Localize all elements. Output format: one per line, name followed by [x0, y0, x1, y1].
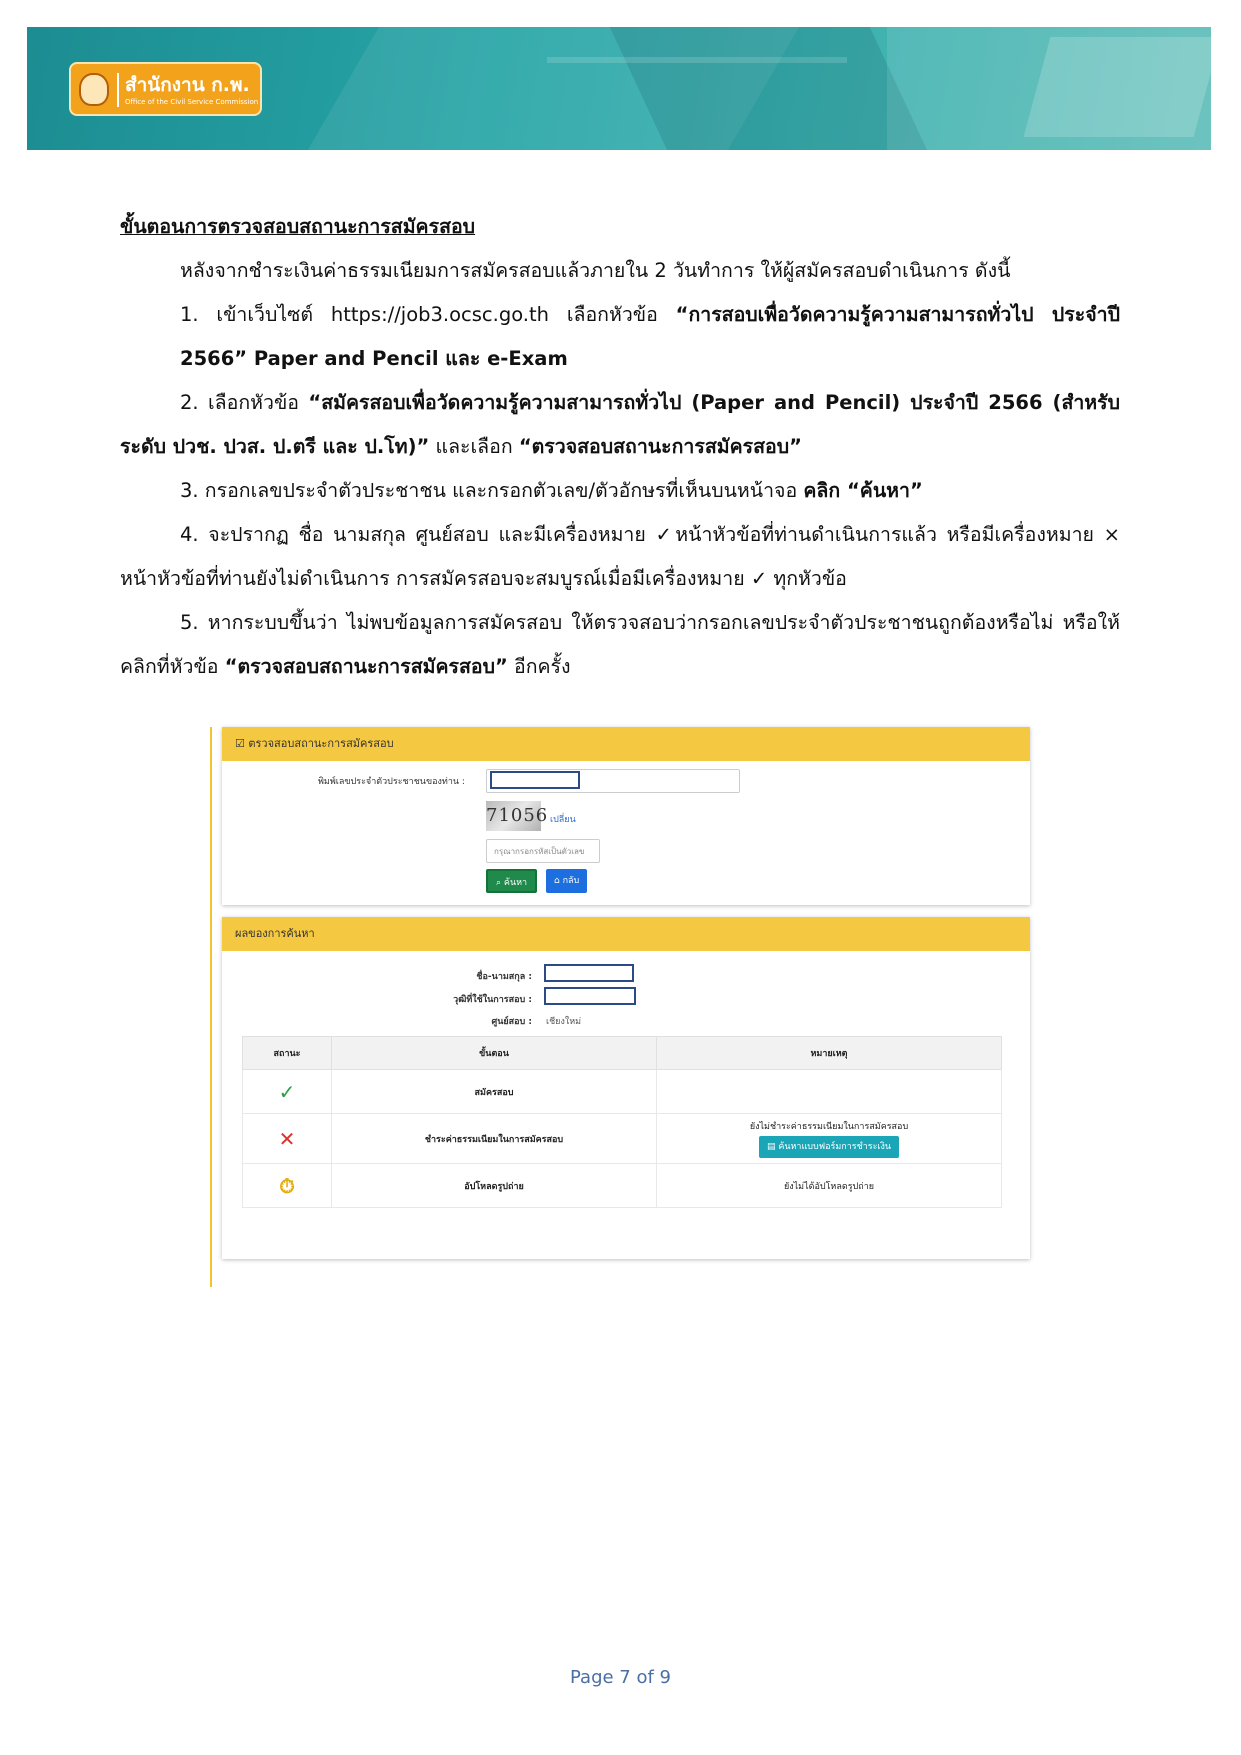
banner-decoration [547, 57, 847, 63]
redacted-id [490, 771, 580, 789]
find-payment-form-button[interactable] [759, 1136, 899, 1158]
search-card-header [222, 727, 1030, 761]
table-row [243, 1164, 1002, 1208]
id-label: พิมพ์เลขประจำตัวประชาชนของท่าน : [318, 777, 465, 787]
step-2-text: 2. เลือกหัวข้อ [180, 391, 309, 414]
search-card [222, 727, 1030, 905]
step-2-mid: และเลือก [429, 435, 519, 458]
step-1 [120, 293, 1120, 381]
intro-paragraph: หลังจากชำระเงินค่าธรรมเนียมการสมัครสอบแล้วภายใน 2 วันทำการ ให้ผู้สมัครสอบดำเนินการ ดังนี้ [180, 259, 1011, 282]
table-header-row [243, 1037, 1002, 1070]
check-icon: ✓ [278, 1079, 296, 1104]
cross-icon: ✕ [278, 1126, 296, 1151]
step-3-bold: คลิก “ค้นหา” [803, 479, 923, 502]
step-3 [120, 469, 1120, 513]
step-5 [120, 601, 1120, 689]
search-icon: ⌕ [496, 878, 502, 888]
note-cell [657, 1114, 1002, 1164]
table-row [243, 1070, 1002, 1114]
center-label: ศูนย์สอบ : [491, 1017, 532, 1027]
back-button-label: กลับ [562, 876, 580, 886]
result-card-title: ผลของการค้นหา [235, 927, 315, 940]
result-card-header [222, 917, 1030, 951]
status-check-screenshot [210, 727, 1030, 1287]
timer-icon: ⏱ [279, 1173, 295, 1198]
screenshot-left-border [210, 727, 212, 1287]
redacted-name [544, 964, 634, 982]
step-1-bold: “การสอบเพื่อวัดความรู้ความสามารถทั่วไป ประจำปี 2566” Paper and Pencil และ e-Exam [180, 303, 1120, 370]
status-table [242, 1036, 1002, 1208]
redacted-degree [544, 987, 636, 1005]
search-button-label: ค้นหา [503, 878, 528, 888]
status-cell [243, 1164, 332, 1208]
ocsc-logo [69, 62, 262, 116]
result-card [222, 917, 1030, 1259]
step-1-text: 1. เข้าเว็บไซต์ https://job3.ocsc.go.th เลือกหัวข้อ [180, 303, 676, 326]
center-value: เชียงใหม่ [546, 1017, 582, 1027]
document-icon: ▤ [766, 1142, 776, 1152]
search-button[interactable] [486, 869, 537, 893]
note-cell [657, 1070, 1002, 1114]
step-2-bold: “สมัครสอบเพื่อวัดความรู้ความสามารถทั่วไป (Paper and Pencil) ประจำปี 2566 (สำหรับระดับ ปวช. ปวส. ป.ตรี และ ป.โท)” [120, 391, 1120, 458]
degree-label: วุฒิที่ใช้ในการสอบ : [453, 995, 532, 1005]
step-cell: อัปโหลดรูปถ่าย [332, 1164, 657, 1208]
page-number: Page 7 of 9 [570, 1667, 671, 1688]
back-button[interactable] [546, 869, 587, 893]
step-2 [120, 381, 1120, 469]
find-payment-form-label: ค้นหาแบบฟอร์มการชำระเงิน [778, 1142, 892, 1152]
status-cell [243, 1070, 332, 1114]
home-icon: ⌂ [554, 876, 560, 886]
col-status: สถานะ [243, 1037, 332, 1070]
header-banner [27, 27, 1211, 150]
table-row [243, 1114, 1002, 1164]
step-5-suffix: อีกครั้ง [507, 655, 571, 678]
checklist-icon: ☑ [235, 737, 245, 750]
logo-subtitle: Office of the Civil Service Commission [125, 98, 259, 106]
step-cell: สมัครสอบ [332, 1070, 657, 1114]
captcha-image: 71056 [486, 801, 541, 831]
col-note: หมายเหตุ [657, 1037, 1002, 1070]
step-5-text: 5. หากระบบขึ้นว่า ไม่พบข้อมูลการสมัครสอบ ให้ตรวจสอบว่ากรอกเลขประจำตัวประชาชนถูกต้องหรือไม่ หรือให้คลิกที่หัวข้อ [120, 611, 1120, 678]
logo-name: สำนักงาน ก.พ. [125, 74, 250, 96]
emblem-icon [79, 73, 109, 106]
step-2-bold-2: “ตรวจสอบสถานะการสมัครสอบ” [518, 435, 802, 458]
change-captcha-link[interactable]: เปลี่ยน [550, 815, 576, 825]
search-card-title: ตรวจสอบสถานะการสมัครสอบ [248, 737, 394, 750]
logo-divider [117, 73, 119, 107]
note-text: ยังไม่ชำระค่าธรรมเนียมในการสมัครสอบ [749, 1122, 909, 1132]
section-heading: ขั้นตอนการตรวจสอบสถานะการสมัครสอบ [120, 215, 476, 238]
name-label: ชื่อ-นามสกุล : [476, 972, 532, 982]
captcha-placeholder: กรุณากรอกรหัสเป็นตัวเลข [494, 847, 585, 856]
note-cell: ยังไม่ได้อัปโหลดรูปถ่าย [657, 1164, 1002, 1208]
step-5-bold: “ตรวจสอบสถานะการสมัครสอบ” [224, 655, 508, 678]
step-cell: ชำระค่าธรรมเนียมในการสมัครสอบ [332, 1114, 657, 1164]
col-step: ขั้นตอน [332, 1037, 657, 1070]
step-3-text: 3. กรอกเลขประจำตัวประชาชน และกรอกตัวเลข/ตัวอักษรที่เห็นบนหน้าจอ [180, 479, 804, 502]
captcha-input[interactable] [486, 839, 600, 863]
banner-decoration [1024, 37, 1211, 137]
status-cell [243, 1114, 332, 1164]
document-body [120, 205, 1120, 689]
step-4: 4. จะปรากฏ ชื่อ นามสกุล ศูนย์สอบ และมีเครื่องหมาย ✓หน้าหัวข้อที่ท่านดำเนินการแล้ว หรือมีเครื่องหมาย × หน้าหัวข้อที่ท่านยังไม่ดำเนินการ การสมัครสอบจะสมบูรณ์เมื่อมีเครื่องหมาย ✓ ทุกหัวข้อ [120, 523, 1120, 590]
